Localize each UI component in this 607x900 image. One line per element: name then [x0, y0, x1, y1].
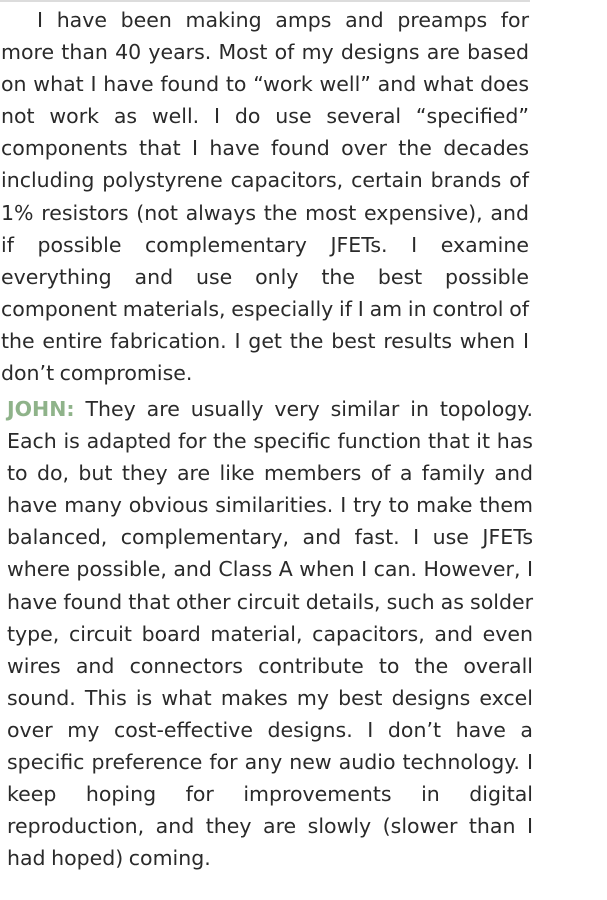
paragraph-1-text: I have been making amps and preamps for more than 40 years. Most of my designs are based on what I have found to “work well” and what does not work as well. I do use several “specified” components that I have found over the decades including polystyrene capacitors, certain brands of 1% resistors (not always the most expensive), and if possible complementary JFETs. I examine everything and use only the best possible component materials, especially if I am in control of the entire fabrication. I get the best results when I don’t compromise.: [1, 8, 529, 386]
cropped-previous-line: [0, 0, 607, 7]
cropped-text-edge: [0, 0, 530, 2]
paragraph-2-text: They are usually very similar in topology. Each is adapted for the specific function that it has to do, but they are like members of a family and have many obvious similarities. I try to make them balanced, complementary, and fast. I use JFETs where possible, and Class A when I can. However, I have found that other circuit details, such as solder type, circuit board material, capacitors, and even wires and connectors contribute to the overall sound. This is what makes my best designs excel over my cost-effective designs. I don’t have a specific preference for any new audio technology. I keep hoping for improvements in digital reproduction, and they are slowly (slower than I had hoped) coming.: [7, 397, 533, 871]
paragraph-answer-1: [1, 4, 529, 389]
paragraph-answer-2: [7, 393, 533, 874]
speaker-label: JOHN:: [7, 397, 75, 421]
